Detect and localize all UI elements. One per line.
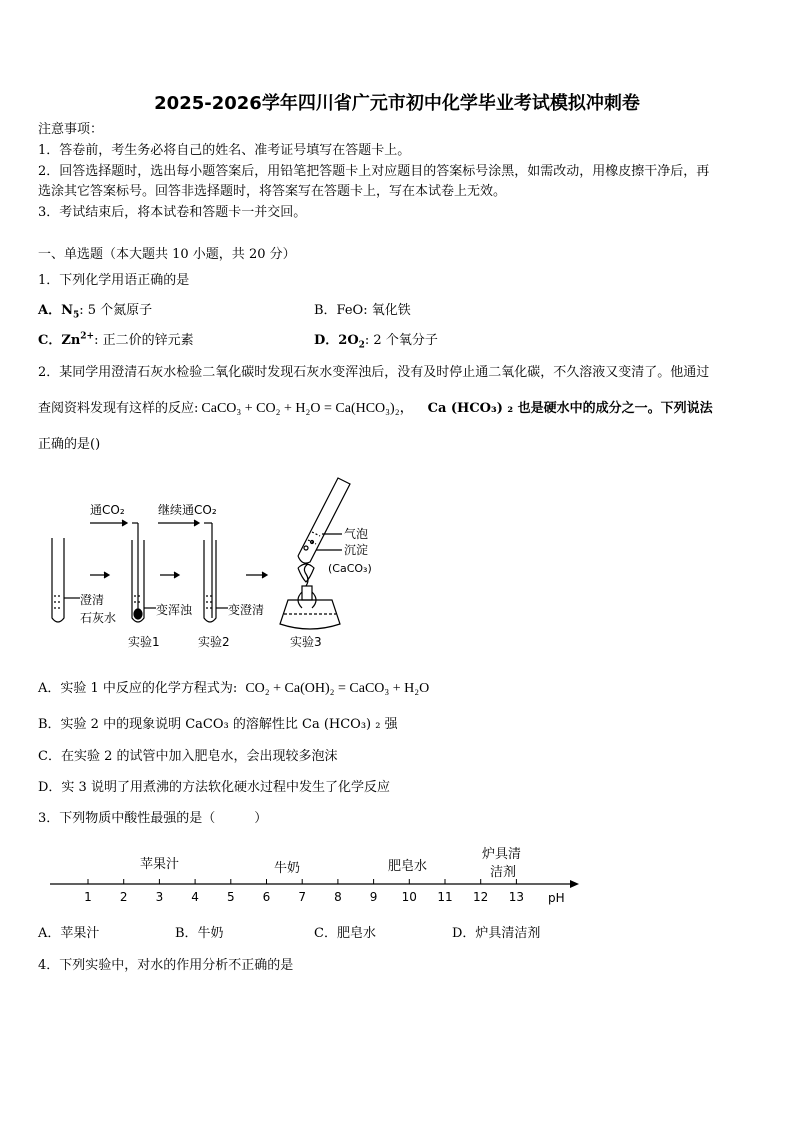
q2-stem-line3: 正确的是() <box>38 437 101 452</box>
label-co2-1: 通CO₂ <box>90 503 125 517</box>
ph-tick-label: 7 <box>298 890 307 904</box>
label-turbid: 变浑浊 <box>156 603 193 617</box>
q3-stem: 3．下列物质中酸性最强的是（ ） <box>38 811 268 826</box>
q3-option-a: A．苹果汁 <box>38 926 100 941</box>
label-exp2: 实验2 <box>198 635 230 649</box>
ph-tick-label: 9 <box>369 890 378 904</box>
page-title: 2025-2026学年四川省广元市初中化学毕业考试模拟冲刺卷 <box>154 93 640 114</box>
ph-tick-label: 10 <box>401 890 417 904</box>
ph-tick-label: 4 <box>191 890 199 904</box>
q4-stem: 4．下列实验中，对水的作用分析不正确的是 <box>38 958 294 973</box>
ph-tick-label: 11 <box>437 890 453 904</box>
label-soap-water: 肥皂水 <box>388 859 428 874</box>
q1-stem: 1．下列化学用语正确的是 <box>38 273 190 288</box>
ph-tick-label: 8 <box>334 890 342 904</box>
q2-option-b: B．实验 2 中的现象说明 CaCO₃ 的溶解性比 Ca (HCO₃) ₂ 强 <box>38 717 398 732</box>
ph-tick-label: 5 <box>226 890 235 904</box>
label-limewater-1: 澄清 <box>80 593 105 607</box>
q1-option-d: D．$2O_2$: 2 个氧分子 <box>314 333 438 351</box>
section-heading: 一、单选题（本大题共 10 小题，共 20 分） <box>38 247 296 262</box>
label-exp1: 实验1 <box>128 635 160 649</box>
q2-option-a: A．实验 1 中反应的化学方程式为: CO₂ + Ca(OH)₂ = CaCO₃ + H₂O <box>38 681 430 696</box>
q1-option-c: C．$Zn^{2+}$: 正二价的锌元素 <box>38 331 194 348</box>
test-tube-1 <box>52 538 64 622</box>
label-precipitate: 沉淀 <box>344 543 369 557</box>
test-tube-3 <box>204 540 216 622</box>
label-limewater-2: 石灰水 <box>80 611 117 625</box>
q1-option-a: A．$N_5$: 5 个氮原子 <box>38 303 153 321</box>
note-1: 1．答卷前，考生务必将自己的姓名、准考证号填写在答题卡上。 <box>38 143 411 158</box>
ph-tick-label: 3 <box>155 890 164 904</box>
label-milk: 牛奶 <box>274 861 301 876</box>
label-cleaner-1: 炉具清 <box>482 847 522 862</box>
q1-option-b: B．FeO: 氧化铁 <box>314 303 411 318</box>
q2-stem-line1: 2．某同学用澄清石灰水检验二氧化碳时发现石灰水变浑浊后，没有及时停止通二氧化碳，不久溶液又变清了。他通过 <box>38 365 710 380</box>
label-co2-2: 继续通CO₂ <box>158 503 217 517</box>
label-cleaner-2: 洁剂 <box>490 865 517 880</box>
label-bubble: 气泡 <box>344 527 369 541</box>
label-caco3: (CaCO₃) <box>328 562 372 575</box>
ph-tick-label: 12 <box>473 890 489 904</box>
q2-stem-line2: 查阅资料发现有这样的反应: CaCO₃ + CO₂ + H₂O = Ca(HCO₃)₂， Ca (HCO₃) ₂ 也是硬水中的成分之一。下列说法 <box>38 401 713 416</box>
q3-option-d: D．炉具清洁剂 <box>452 926 541 941</box>
note-2-line2: 选涂其它答案标号。回答非选择题时，将答案写在答题卡上，写在本试卷上无效。 <box>38 184 507 199</box>
notes-heading: 注意事项： <box>38 122 104 137</box>
ph-scale <box>46 838 586 908</box>
experiment-figure <box>40 468 400 658</box>
ph-tick-label: 13 <box>508 890 525 904</box>
note-2-line1: 2．回答选择题时，选出每小题答案后，用铅笔把答题卡上对应题目的答案标号涂黑，如需改动，用橡皮擦干净后，再 <box>38 164 710 179</box>
ph-tick-label: 2 <box>119 890 128 904</box>
q2-equation: CaCO₃ + CO₂ + H₂O = Ca(HCO₃)₂， <box>201 401 414 416</box>
q2-option-c: C．在实验 2 的试管中加入肥皂水，会出现较多泡沫 <box>38 749 338 764</box>
label-clear: 变澄清 <box>228 603 265 617</box>
q3-option-c: C．肥皂水 <box>314 926 376 941</box>
q3-option-b: B．牛奶 <box>175 926 224 941</box>
q2-option-d: D．实 3 说明了用煮沸的方法软化硬水过程中发生了化学反应 <box>38 780 390 795</box>
note-3: 3．考试结束后，将本试卷和答题卡一并交回。 <box>38 205 307 220</box>
ph-tick-label: 1 <box>84 890 92 904</box>
label-exp3: 实验3 <box>290 635 322 649</box>
ph-tick-label: 6 <box>262 890 271 904</box>
label-apple-juice: 苹果汁 <box>140 857 180 872</box>
ph-axis-label: pH <box>548 891 565 905</box>
